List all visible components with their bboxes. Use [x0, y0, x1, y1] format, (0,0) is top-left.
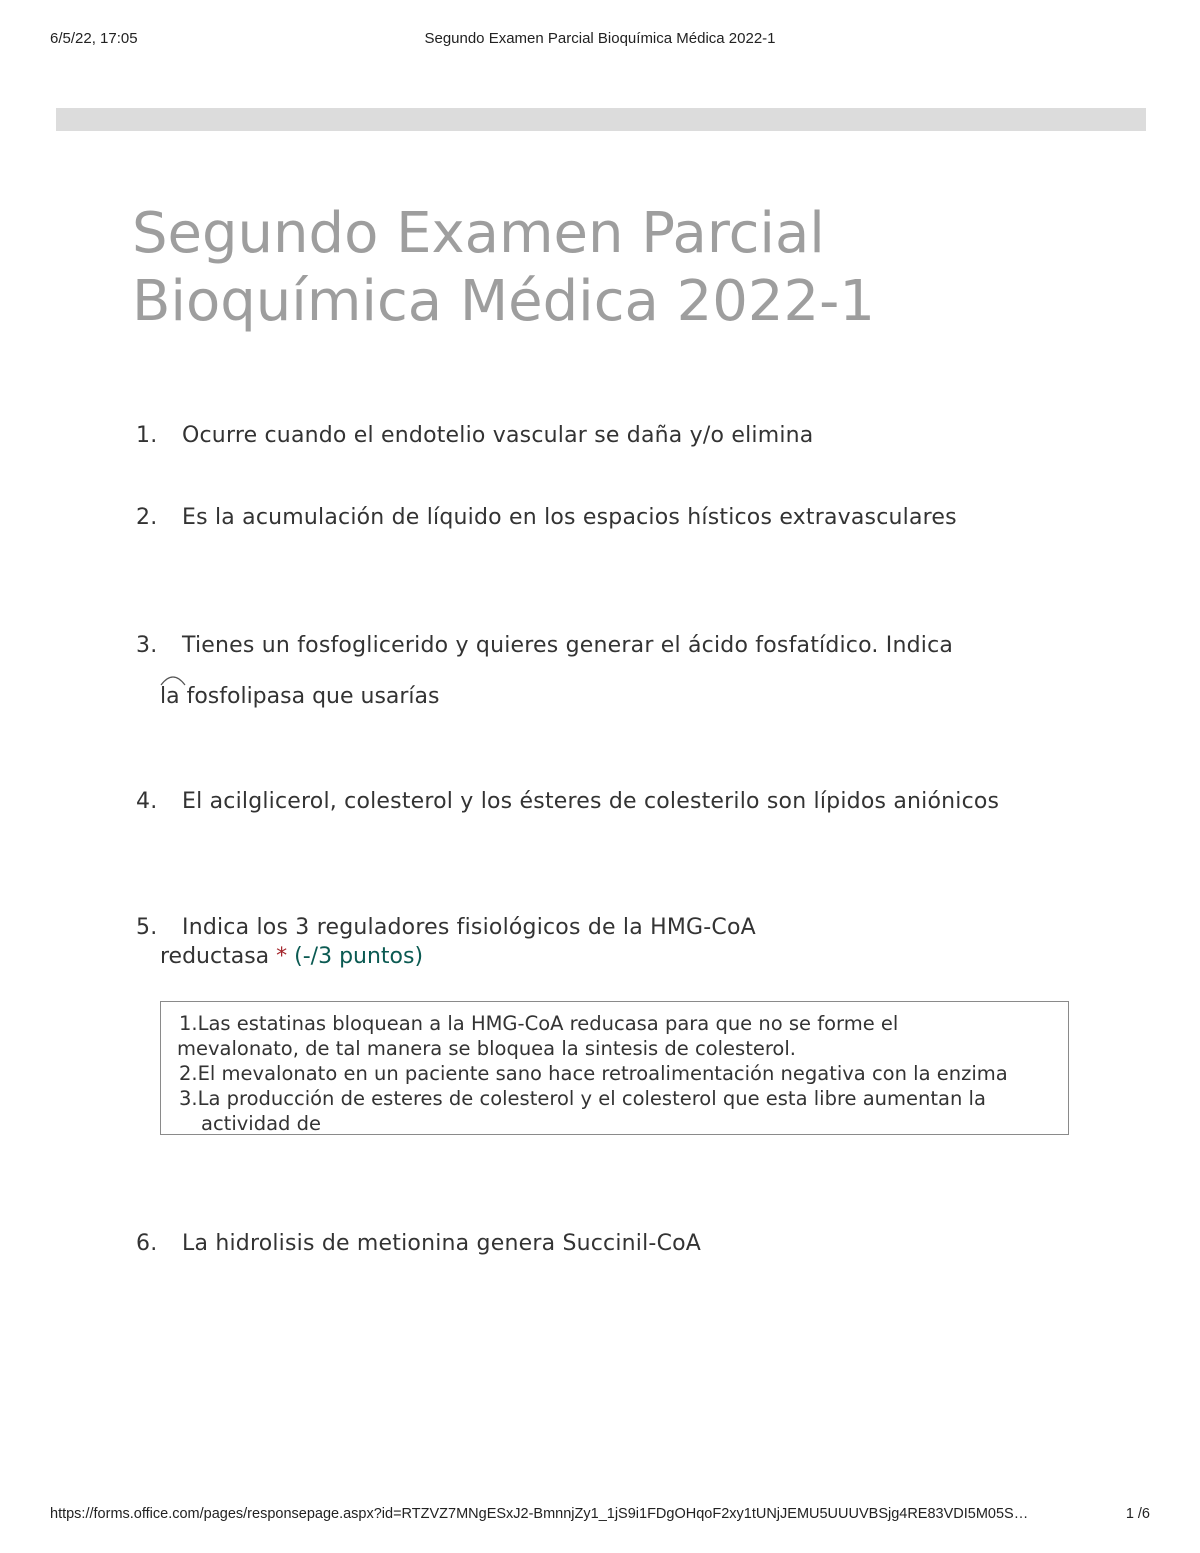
question-4	[136, 787, 1116, 817]
question-text-highlight: la	[160, 684, 180, 709]
answer-textarea[interactable]	[160, 1001, 1069, 1135]
print-url: https://forms.office.com/pages/responsepage.aspx?id=RTZVZ7MNgESxJ2-BmnnjZy1_1jS9i1FDgOHqoF2xy1tUNjJEMU5UUUVBSjg4RE83VDI5M05S…	[50, 1506, 1029, 1522]
question-3-continuation	[160, 682, 440, 712]
question-5-continuation	[160, 942, 423, 972]
question-text: Indica los 3 reguladores fisiológicos de la HMG-CoA	[182, 915, 756, 940]
question-text: La hidrolisis de metionina genera Succinil-CoA	[182, 1231, 702, 1256]
print-datetime: 6/5/22, 17:05	[50, 30, 138, 47]
question-number: 3.	[136, 633, 158, 658]
question-3	[136, 631, 1116, 661]
question-text: Tienes un fosfoglicerido y quieres generar el ácido fosfatídico. Indica	[182, 633, 954, 658]
question-text: El acilglicerol, colesterol y los ésteres de colesterilo son lípidos aniónicos	[182, 789, 1000, 814]
print-document-title: Segundo Examen Parcial Bioquímica Médica 2022-1	[424, 30, 776, 47]
form-title: Segundo Examen Parcial Bioquímica Médica 2022-1	[132, 201, 875, 334]
question-number: 5.	[136, 915, 158, 940]
question-number: 4.	[136, 789, 158, 814]
question-5	[136, 913, 1116, 943]
answer-line: 3.La producción de esteres de colesterol y el colesterol que esta libre aumentan la	[179, 1087, 986, 1110]
page-number: 1 /6	[1125, 1506, 1150, 1522]
answer-line: actividad de	[201, 1112, 321, 1135]
answer-line: 1.Las estatinas bloquean a la HMG-CoA reducasa para que no se forme el	[179, 1012, 899, 1035]
required-marker: *	[276, 944, 288, 969]
form-header-banner	[56, 108, 1146, 131]
answer-line: 2.El mevalonato en un paciente sano hace retroalimentación negativa con la enzima	[179, 1062, 1008, 1085]
question-text: reductasa	[160, 944, 270, 969]
cursor-arc-mark	[160, 672, 186, 686]
question-1	[136, 421, 1116, 451]
print-footer	[50, 1506, 1150, 1526]
question-number: 6.	[136, 1231, 158, 1256]
print-header	[50, 30, 1150, 50]
question-text: fosfolipasa que usarías	[179, 684, 440, 709]
answer-line: mevalonato, de tal manera se bloquea la sintesis de colesterol.	[177, 1037, 796, 1060]
question-text: Ocurre cuando el endotelio vascular se daña y/o elimina	[182, 423, 814, 448]
points-label: (-/3 puntos)	[294, 944, 424, 969]
question-2	[136, 503, 1116, 533]
question-number: 2.	[136, 505, 158, 530]
question-number: 1.	[136, 423, 158, 448]
question-text: Es la acumulación de líquido en los espacios hísticos extravasculares	[182, 505, 957, 530]
question-6	[136, 1229, 1116, 1259]
